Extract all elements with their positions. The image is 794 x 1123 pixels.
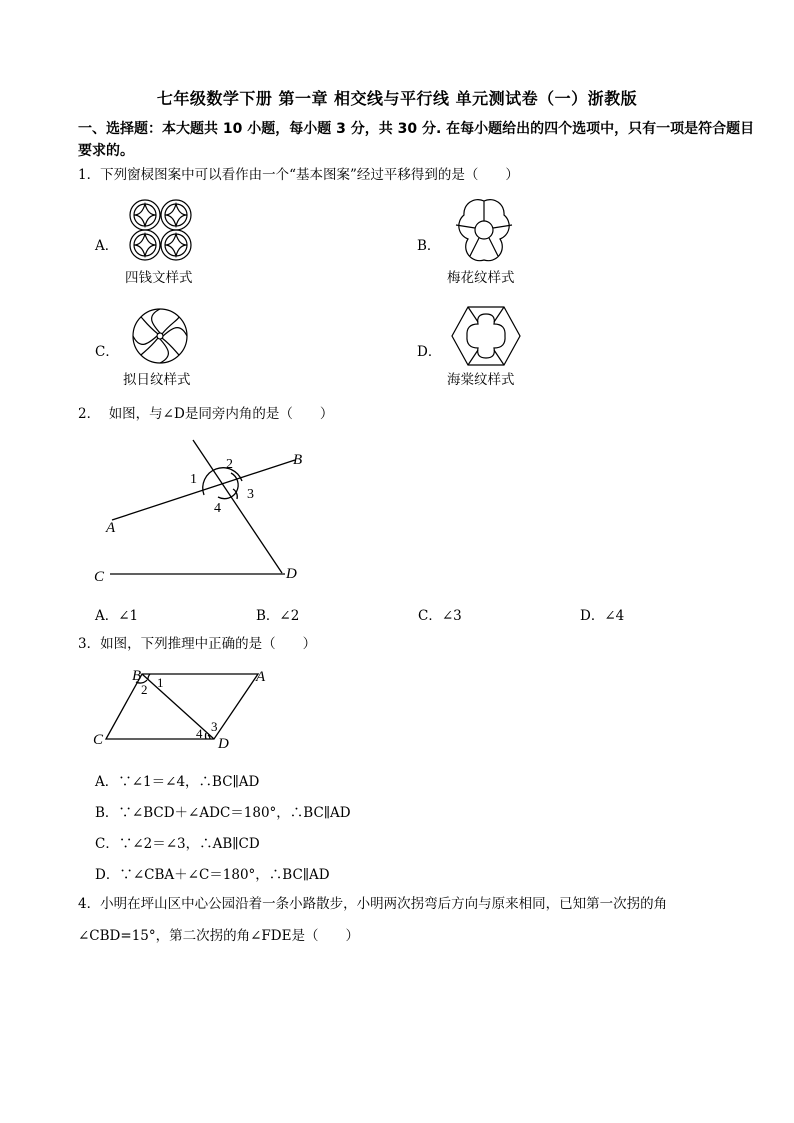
q2-option-d: D．∠4 (580, 608, 625, 624)
q2-option-a: A．∠1 (95, 608, 139, 624)
question-4-stem (78, 894, 758, 914)
angle-4-label: 4 (214, 501, 221, 516)
crabapple-pattern-figure (450, 304, 522, 368)
point-b-label: B (132, 668, 142, 684)
q2-option-c: C．∠3 (418, 608, 462, 624)
page-title: 七年级数学下册 第一章 相交线与平行线 单元测试卷（一）浙教版 (156, 89, 638, 108)
q1-option-b-caption: 梅花纹样式 (447, 270, 515, 286)
point-c-label: C (94, 569, 105, 585)
point-d-label: D (218, 736, 229, 750)
q1-option-d-label: D． (417, 344, 442, 360)
question-number: 4． (78, 896, 101, 912)
question-2-stem (78, 404, 333, 424)
q1-option-a-caption: 四钱文样式 (125, 270, 193, 286)
point-d-label: D (286, 566, 297, 582)
point-c-label: C (93, 732, 104, 748)
question-3-stem (78, 634, 316, 654)
q3-parallelogram-figure (90, 664, 280, 750)
question-text: 如图，下列推理中正确的是（ ） (100, 636, 317, 652)
q1-option-b-label: B． (417, 238, 441, 254)
question-number: 3． (78, 636, 101, 652)
question-1-stem (78, 165, 519, 185)
angle-2-label: 2 (141, 682, 148, 697)
question-number: 1． (78, 167, 101, 183)
point-a-label: A (256, 669, 266, 685)
q1-option-d-caption: 海棠纹样式 (447, 372, 515, 388)
question-4-stem-line-2: ∠CBD=15°，第二次拐的角∠FDE是（ ） (78, 928, 359, 944)
angle-4-label: 4 (196, 726, 203, 741)
four-coins-pattern-figure (128, 198, 194, 262)
angle-3-label: 3 (247, 487, 254, 502)
angle-1-label: 1 (190, 472, 197, 487)
q1-option-a-label: A． (95, 238, 119, 254)
q1-option-c-caption: 拟日纹样式 (123, 372, 191, 388)
q3-option-d: D．∵∠CBA＋∠C＝180°，∴BC∥AD (95, 867, 330, 883)
angle-3-label: 3 (211, 719, 218, 734)
q3-option-a: A．∵∠1＝∠4，∴BC∥AD (95, 774, 260, 790)
plum-blossom-pattern-figure (450, 198, 518, 264)
point-b-label: B (293, 452, 303, 468)
question-text-line-1: 小明在坪山区中心公园沿着一条小路散步，小明两次拐弯后方向与原来相同，已知第一次拐的角 (100, 896, 668, 912)
question-number: 2． (78, 406, 101, 422)
question-text: 下列窗棂图案中可以看作由一个“基本图案”经过平移得到的是（ ） (100, 167, 519, 183)
q2-geometry-figure (90, 435, 320, 585)
sun-swirl-pattern-figure (130, 306, 190, 366)
question-text: 如图，与∠D是同旁内角的是（ ） (108, 406, 334, 422)
q2-option-b: B．∠2 (256, 608, 300, 624)
q3-option-b: B．∵∠BCD＋∠ADC＝180°，∴BC∥AD (95, 805, 351, 821)
angle-1-label: 1 (157, 675, 164, 690)
section-heading: 一、选择题：本大题共 10 小题，每小题 3 分，共 30 分. 在每小题给出的四个选项中，只有一项是符合题目要求的。 (78, 121, 755, 159)
angle-2-label: 2 (226, 457, 233, 472)
q3-option-c: C．∵∠2＝∠3，∴AB∥CD (95, 836, 260, 852)
point-a-label: A (106, 520, 116, 536)
q1-option-c-label: C． (95, 344, 119, 360)
